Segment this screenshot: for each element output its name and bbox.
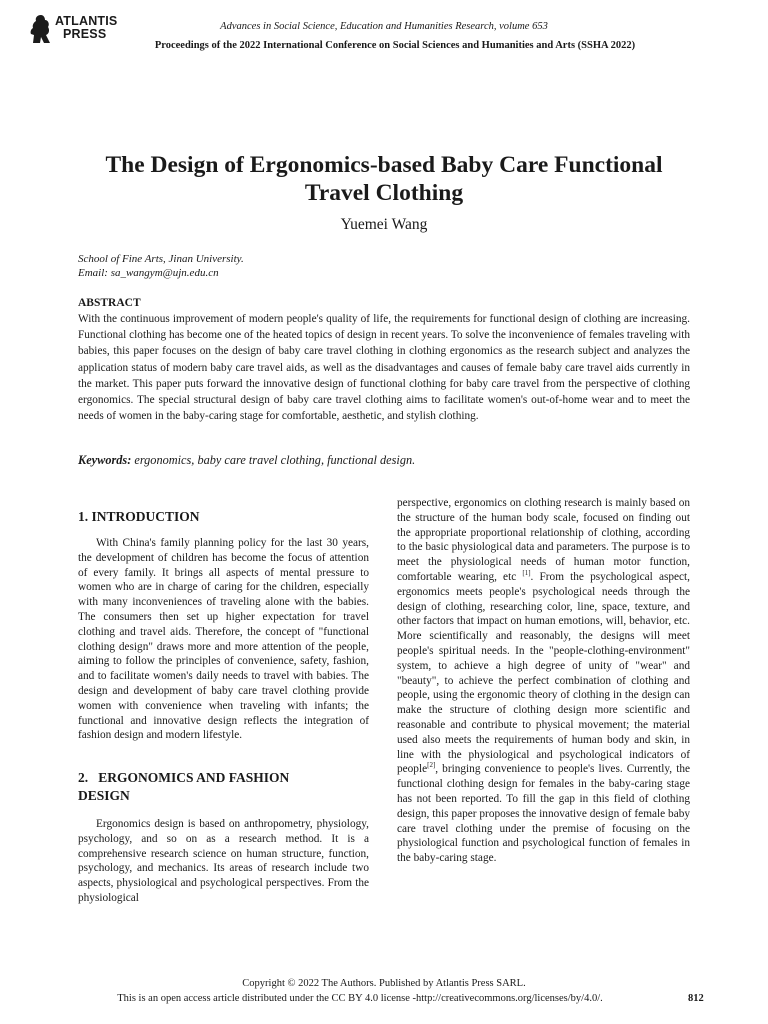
- license-line: This is an open access article distributed under the CC BY 4.0 license -http://creativecommons.org/licenses/by/4.0/.: [117, 993, 603, 1004]
- affiliation: School of Fine Arts, Jinan University.: [78, 253, 244, 265]
- journal-line: Advances in Social Science, Education and Humanities Research, volume 653: [220, 21, 548, 32]
- right-text-part-3: , bringing convenience to people's lives. Currently, the functional clothing design for females in the baby-caring stage has not been reported. To fill the gap in this field of clothing design, this paper proposes the innovative design of female baby care travel clothing under the premise of focusing on the physiological function and psychological function of females in the baby-caring stage.: [397, 763, 690, 865]
- author-name: Yuemei Wang: [340, 216, 428, 233]
- section-2-paragraph: Ergonomics design is based on anthropometry, physiology, psychology, and so on as a research method. It is a comprehensive research science on human structure, function, psychology, and mechanics. Its areas of research include two aspects, physiological and psychological perspectives. From the physiological: [78, 818, 369, 904]
- citation-1: [1]: [522, 569, 531, 578]
- section-2-heading-line-2: DESIGN: [78, 787, 130, 803]
- right-text-part-2: . From the psychological aspect, ergonomics meets people's psychological needs through the design of clothing, researching color, line, space, texture, and other factors that impact on human emotions, will, behavior, etc. More scientifically and reasonably, the designs will meet people's spiritual needs. In the "people-clothing-environment" system, to achieve a high degree of unity of "wear" and "beauty", to achieve the perfect combination of clothing and people, using the ergonomic theory of clothing in the design can make the structure of clothing design more scientific and reasonable and contribute to physical movement; the material used also meets the requirements of human body and skin, in line with the physiological and psychological indicators of people: [397, 570, 690, 776]
- proceedings-line: Proceedings of the 2022 International Conference on Social Sciences and Humanities and Arts (SSHA 2022): [154, 40, 636, 51]
- title-line-2: Travel Clothing: [304, 180, 464, 206]
- keywords-text: ergonomics, baby care travel clothing, functional design.: [134, 453, 416, 467]
- section-2-heading: [78, 769, 369, 804]
- logo-line-atlantis: ATLANTIS: [55, 14, 118, 28]
- email: Email: sa_wangym@ujn.edu.cn: [78, 267, 219, 279]
- section-1-heading: 1. INTRODUCTION: [78, 509, 200, 524]
- right-text-part-1: perspective, ergonomics on clothing research is mainly based on the structure of the human body scale, focused on finding out the appropriate proportional relationship of clothing, according to the basic physiological data and parameters. The purpose is to meet the physiological needs of human motor function, comfortable wearing, etc: [397, 497, 690, 583]
- title-line-1: The Design of Ergonomics-based Baby Care Functional: [105, 152, 663, 178]
- right-column-paragraph: [397, 496, 690, 866]
- citation-2: [2]: [427, 761, 436, 770]
- paper-title: [60, 151, 708, 207]
- keywords-label: Keywords:: [78, 453, 132, 467]
- section-1-paragraph: With China's family planning policy for the last 30 years, the development of children has become the focus of attention of every family. It brings all aspects of mental pressure to women who are in charge of caring for the children, especially with many inconveniences of traveling alone with the babies. The consumers then set up higher expectation for travel clothing and travel aids. Therefore, the concept of "functional clothing design" draws more and more attention of the people, aiming to follow the principles of convenience, safety, fashion, and to facilitate women's daily needs to travel with babies. The design and development of baby care travel clothing provide women with convenience when traveling with infants; the functional and innovative design reflects the integration of fashion design and modern lifestyle.: [78, 537, 369, 742]
- keywords-line: [78, 453, 415, 468]
- section-2-heading-line-1: 2. ERGONOMICS AND FASHION: [78, 770, 290, 785]
- affiliation-block: [78, 252, 244, 280]
- page-number: 812: [688, 993, 704, 1004]
- logo-line-press: PRESS: [63, 27, 107, 41]
- abstract-heading: ABSTRACT: [78, 297, 141, 309]
- abstract-text: With the continuous improvement of modern people's quality of life, the requirements for functional design of clothing are increasing. Functional clothing has become one of the heated topics of design in recent years. To solve the inconvenience of females traveling with babies, this paper focuses on the design of baby care travel clothing in clothing ergonomics as the research subject and analyzes the application status of modern baby care travel aids, as well as the disadvantages and causes of female baby care travel aids currently in the market. This paper puts forward the innovative design of functional clothing for baby care travel from the perspective of clothing ergonomics. The special structural design of baby care travel clothing aims to facilitate women's out-of-home wear and to meet the needs of women in the baby-caring stage for comfortable, aesthetic, and stylish clothing.: [78, 313, 690, 423]
- copyright-line: Copyright © 2022 The Authors. Published by Atlantis Press SARL.: [242, 978, 526, 989]
